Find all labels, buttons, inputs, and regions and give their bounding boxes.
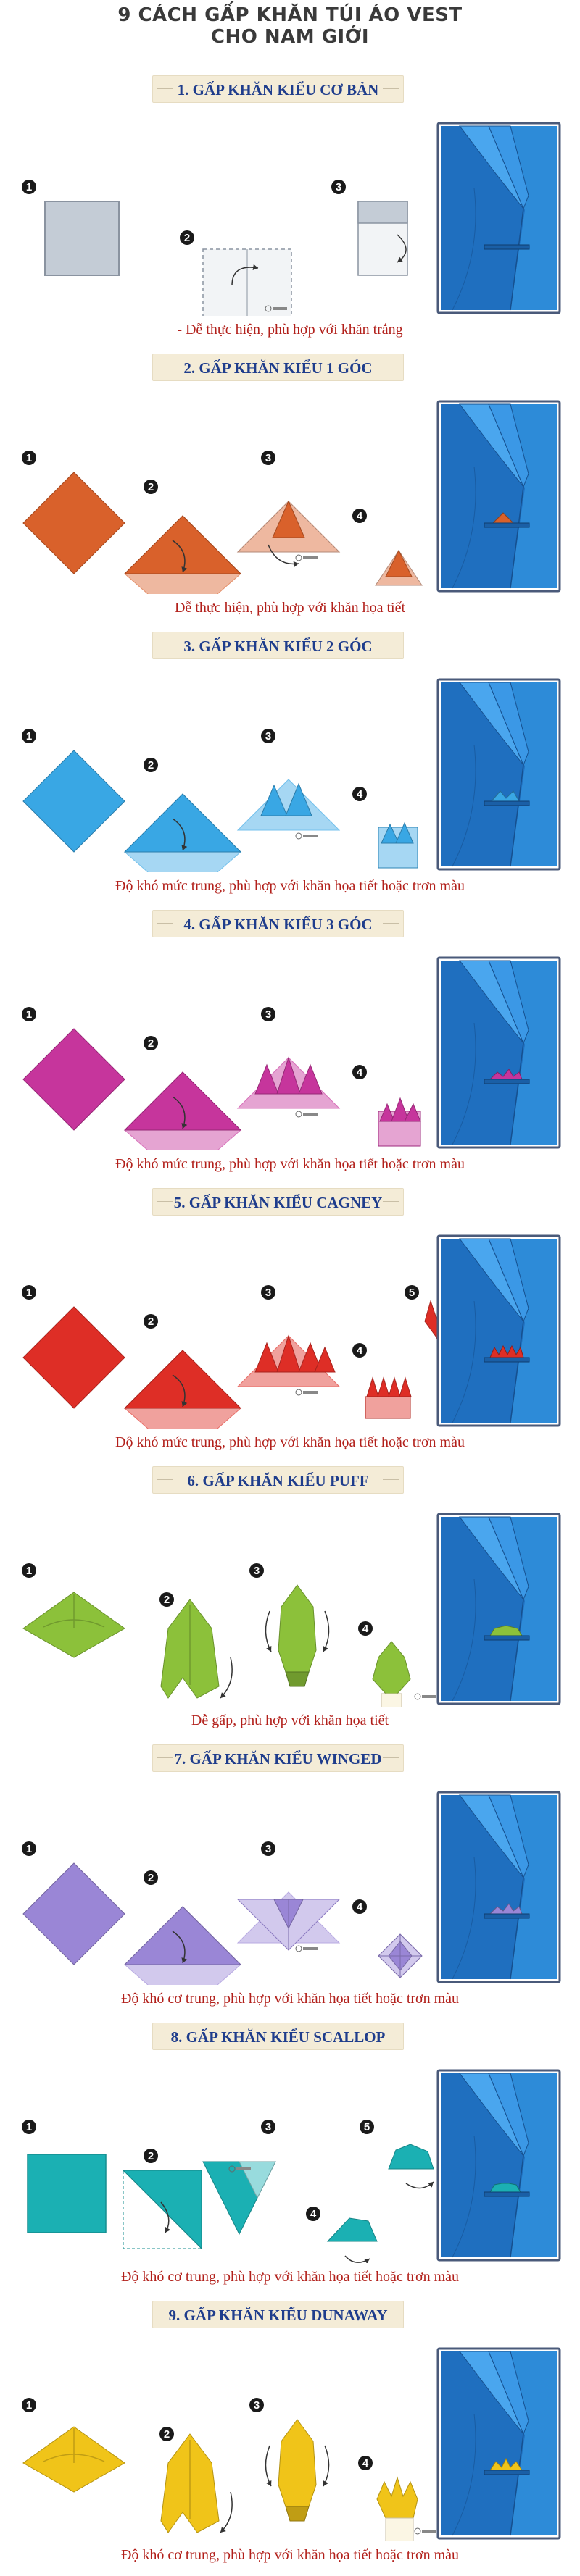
numbered-circle-icon bbox=[352, 1899, 367, 1914]
section-title: 7. GẤP KHĂN KIỂU WINGED bbox=[174, 1750, 382, 1768]
fold-shape bbox=[286, 1672, 309, 1686]
folding-diagram bbox=[0, 2338, 580, 2541]
numbered-circle-icon bbox=[22, 1285, 36, 1300]
step-number: 3 bbox=[253, 1565, 260, 1577]
step-number: 2 bbox=[147, 759, 154, 771]
fold-shape bbox=[286, 2506, 309, 2521]
section-title: 4. GẤP KHĂN KIỂU 3 GÓC bbox=[183, 916, 373, 933]
fold-shape bbox=[278, 2420, 316, 2506]
numbered-circle-icon bbox=[261, 451, 276, 465]
blue-jacket-pocket-icon bbox=[438, 123, 560, 313]
section-title: 8. GẤP KHĂN KIỂU SCALLOP bbox=[170, 2028, 386, 2046]
section-puff bbox=[0, 1460, 580, 1739]
watermark-logo-icon bbox=[296, 833, 318, 839]
step-number: 3 bbox=[335, 181, 342, 193]
step-number: 4 bbox=[310, 2208, 317, 2220]
breast-pocket bbox=[484, 1079, 529, 1084]
curved-arrow-icon bbox=[406, 2182, 434, 2188]
curved-arrow-icon bbox=[265, 1611, 271, 1652]
section-one-corner bbox=[0, 348, 580, 626]
section-banner bbox=[152, 354, 404, 381]
watermark-logo-icon bbox=[415, 1694, 436, 1699]
step-number: 1 bbox=[25, 1008, 33, 1021]
watermark-logo-icon bbox=[296, 555, 318, 561]
step-number: 2 bbox=[163, 1594, 170, 1606]
section-basic bbox=[0, 70, 580, 348]
blue-jacket-pocket-icon bbox=[438, 679, 560, 869]
numbered-circle-icon bbox=[331, 180, 346, 194]
step-number: 4 bbox=[356, 1901, 363, 1913]
fold-shape bbox=[399, 1378, 411, 1397]
breast-pocket bbox=[484, 1358, 529, 1362]
numbered-circle-icon bbox=[261, 1841, 276, 1856]
blue-jacket-pocket-icon bbox=[438, 1792, 560, 1982]
step-number: 3 bbox=[265, 730, 272, 743]
section-banner bbox=[152, 910, 404, 937]
fold-shape bbox=[378, 1378, 389, 1397]
watermark-logo-icon bbox=[296, 1389, 318, 1395]
numbered-circle-icon bbox=[144, 1036, 158, 1050]
step-number: 5 bbox=[363, 2121, 370, 2133]
folding-diagram bbox=[0, 113, 580, 316]
numbered-circle-icon bbox=[22, 729, 36, 743]
fold-shape bbox=[238, 779, 339, 830]
breast-pocket bbox=[484, 2470, 529, 2475]
step-number: 1 bbox=[25, 1287, 33, 1299]
fold-shape bbox=[389, 1378, 400, 1397]
step-number: 4 bbox=[356, 1066, 363, 1079]
fold-shape bbox=[125, 1072, 241, 1130]
numbered-circle-icon bbox=[144, 758, 158, 772]
blue-jacket-pocket-icon bbox=[438, 958, 560, 1147]
step-number: 4 bbox=[362, 1623, 369, 1635]
section-banner bbox=[152, 1466, 404, 1494]
step-number: 2 bbox=[147, 2150, 154, 2162]
fold-shape bbox=[23, 750, 125, 852]
section-caption: Độ khó mức trung, phù hợp với khăn họa tiết hoặc trơn màu bbox=[115, 1434, 465, 1450]
blue-jacket-pocket-icon bbox=[438, 1514, 560, 1704]
numbered-circle-icon bbox=[352, 1065, 367, 1079]
fold-shape bbox=[328, 2218, 377, 2241]
section-title: 9. GẤP KHĂN KIỂU DUNAWAY bbox=[168, 2307, 388, 2324]
numbered-circle-icon bbox=[249, 2398, 264, 2412]
numbered-circle-icon bbox=[144, 1314, 158, 1329]
folding-diagram bbox=[0, 1782, 580, 1985]
blue-jacket-pocket-icon bbox=[438, 2349, 560, 2538]
section-winged bbox=[0, 1739, 580, 2017]
folding-diagram bbox=[0, 669, 580, 872]
step-number: 1 bbox=[25, 1843, 33, 1855]
section-caption: Độ khó cơ trung, phù hợp với khăn họa tiết hoặc trơn màu bbox=[120, 1991, 460, 2007]
blue-jacket-pocket-icon bbox=[438, 1236, 560, 1426]
step-number: 5 bbox=[408, 1287, 415, 1299]
step-number: 2 bbox=[147, 1872, 154, 1884]
fold-shape bbox=[45, 201, 119, 275]
section-title: 1. GẤP KHĂN KIỂU CƠ BẢN bbox=[177, 81, 379, 99]
pocket-square-icon bbox=[490, 2183, 521, 2192]
section-caption: Độ khó mức trung, phù hợp với khăn họa tiết hoặc trơn màu bbox=[115, 1156, 465, 1172]
numbered-circle-icon bbox=[261, 2120, 276, 2134]
step-number: 3 bbox=[265, 1008, 272, 1021]
section-title: 2. GẤP KHĂN KIỂU 1 GÓC bbox=[183, 359, 373, 377]
section-scallop bbox=[0, 2017, 580, 2295]
page-title-line1: 9 CÁCH GẤP KHĂN TÚI ÁO VEST bbox=[117, 4, 463, 26]
step-number: 1 bbox=[25, 2121, 33, 2133]
folding-diagram bbox=[0, 1226, 580, 1429]
fold-shape bbox=[28, 2154, 106, 2233]
fold-shape bbox=[125, 1350, 241, 1408]
fold-shape bbox=[125, 794, 241, 852]
step-number: 1 bbox=[25, 181, 33, 193]
numbered-circle-icon bbox=[261, 1007, 276, 1021]
section-caption: Độ khó cơ trung, phù hợp với khăn họa tiết hoặc trơn màu bbox=[120, 2269, 460, 2285]
blue-jacket-pocket-icon bbox=[438, 2070, 560, 2260]
step-number: 2 bbox=[147, 481, 154, 493]
breast-pocket bbox=[484, 523, 529, 527]
numbered-circle-icon bbox=[352, 509, 367, 523]
section-caption: Độ khó mức trung, phù hợp với khăn họa tiết hoặc trơn màu bbox=[115, 878, 465, 894]
numbered-circle-icon bbox=[261, 1285, 276, 1300]
section-dunaway bbox=[0, 2295, 580, 2573]
numbered-circle-icon bbox=[352, 1343, 367, 1358]
numbered-circle-icon bbox=[22, 2120, 36, 2134]
step-number: 2 bbox=[147, 1037, 154, 1050]
step-number: 3 bbox=[253, 2399, 260, 2412]
step-number: 2 bbox=[183, 232, 191, 244]
breast-pocket bbox=[484, 1914, 529, 1918]
numbered-circle-icon bbox=[306, 2207, 320, 2221]
fold-shape bbox=[373, 1642, 410, 1694]
step-number: 4 bbox=[362, 2457, 369, 2470]
section-banner bbox=[152, 75, 404, 103]
numbered-circle-icon bbox=[358, 2456, 373, 2470]
curved-arrow-icon bbox=[220, 2492, 232, 2533]
curved-arrow-icon bbox=[323, 2446, 329, 2486]
breast-pocket bbox=[484, 245, 529, 249]
numbered-circle-icon bbox=[22, 1007, 36, 1021]
step-number: 1 bbox=[25, 2399, 33, 2412]
numbered-circle-icon bbox=[358, 1621, 373, 1636]
breast-pocket bbox=[484, 1636, 529, 1640]
numbered-circle-icon bbox=[405, 1285, 419, 1300]
section-title: 6. GẤP KHĂN KIỂU PUFF bbox=[187, 1472, 369, 1489]
section-caption: Độ khó cơ trung, phù hợp với khăn họa tiết hoặc trơn màu bbox=[120, 2547, 460, 2563]
fold-shape bbox=[23, 1029, 125, 1130]
step-number: 4 bbox=[356, 788, 363, 800]
section-banner bbox=[152, 1744, 404, 1772]
step-number: 1 bbox=[25, 452, 33, 464]
breast-pocket bbox=[484, 801, 529, 806]
step-number: 1 bbox=[25, 730, 33, 743]
numbered-circle-icon bbox=[352, 787, 367, 801]
numbered-circle-icon bbox=[144, 1870, 158, 1885]
curved-arrow-icon bbox=[220, 1657, 232, 1698]
numbered-circle-icon bbox=[22, 180, 36, 194]
folding-diagram bbox=[0, 391, 580, 594]
section-caption: Dễ gấp, phù hợp với khăn họa tiết bbox=[191, 1713, 389, 1728]
step-number: 3 bbox=[265, 2121, 272, 2133]
fold-shape bbox=[23, 472, 125, 574]
breast-pocket bbox=[484, 2192, 529, 2196]
fold-shape bbox=[377, 2477, 418, 2518]
page-title-line2: CHO NAM GIỚI bbox=[210, 26, 370, 48]
section-title: 5. GẤP KHĂN KIỂU CAGNEY bbox=[173, 1194, 383, 1211]
fold-shape bbox=[389, 2144, 434, 2169]
tutorial-sections bbox=[0, 70, 580, 2573]
section-banner bbox=[152, 2023, 404, 2050]
step-number: 3 bbox=[265, 1843, 272, 1855]
section-title: 3. GẤP KHĂN KIỂU 2 GÓC bbox=[183, 637, 373, 655]
section-three-corner bbox=[0, 904, 580, 1182]
page-header bbox=[0, 0, 580, 70]
fold-shape bbox=[125, 516, 241, 574]
step-number: 3 bbox=[265, 452, 272, 464]
numbered-circle-icon bbox=[22, 2398, 36, 2412]
numbered-circle-icon bbox=[249, 1563, 264, 1578]
numbered-circle-icon bbox=[144, 480, 158, 494]
section-caption: Dễ thực hiện, phù hợp với khăn họa tiết bbox=[174, 600, 406, 616]
numbered-circle-icon bbox=[160, 2427, 174, 2441]
curved-arrow-icon bbox=[323, 1611, 329, 1652]
step-number: 4 bbox=[356, 1345, 363, 1357]
section-cagney bbox=[0, 1182, 580, 1460]
curved-arrow-icon bbox=[265, 2446, 271, 2486]
section-banner bbox=[152, 632, 404, 659]
step-number: 1 bbox=[25, 1565, 33, 1577]
section-caption: - Dễ thực hiện, phù hợp với khăn trắng bbox=[177, 322, 403, 338]
curved-arrow-icon bbox=[345, 2256, 370, 2263]
numbered-circle-icon bbox=[160, 1592, 174, 1607]
step-number: 2 bbox=[147, 1316, 154, 1328]
folding-diagram bbox=[0, 948, 580, 1150]
watermark-logo-icon bbox=[415, 2528, 436, 2534]
step-number: 3 bbox=[265, 1287, 272, 1299]
section-banner bbox=[152, 2301, 404, 2328]
section-banner bbox=[152, 1188, 404, 1216]
numbered-circle-icon bbox=[180, 230, 194, 245]
step-number: 2 bbox=[163, 2428, 170, 2441]
fold-shape bbox=[278, 1585, 316, 1672]
folding-diagram bbox=[0, 2060, 580, 2263]
numbered-circle-icon bbox=[144, 2149, 158, 2163]
numbered-circle-icon bbox=[22, 451, 36, 465]
numbered-circle-icon bbox=[261, 729, 276, 743]
numbered-circle-icon bbox=[22, 1841, 36, 1856]
fold-shape bbox=[23, 1307, 125, 1408]
watermark-logo-icon bbox=[296, 1111, 318, 1117]
numbered-circle-icon bbox=[360, 2120, 374, 2134]
section-two-corner bbox=[0, 626, 580, 904]
blue-jacket-pocket-icon bbox=[438, 401, 560, 591]
fold-shape bbox=[358, 201, 407, 223]
fold-shape bbox=[367, 1378, 378, 1397]
fold-shape bbox=[315, 1347, 335, 1372]
numbered-circle-icon bbox=[22, 1563, 36, 1578]
folding-diagram bbox=[0, 1504, 580, 1707]
step-number: 4 bbox=[356, 510, 363, 522]
watermark-logo-icon bbox=[296, 1946, 318, 1952]
fold-shape bbox=[125, 1907, 241, 1965]
fold-shape bbox=[23, 1863, 125, 1965]
